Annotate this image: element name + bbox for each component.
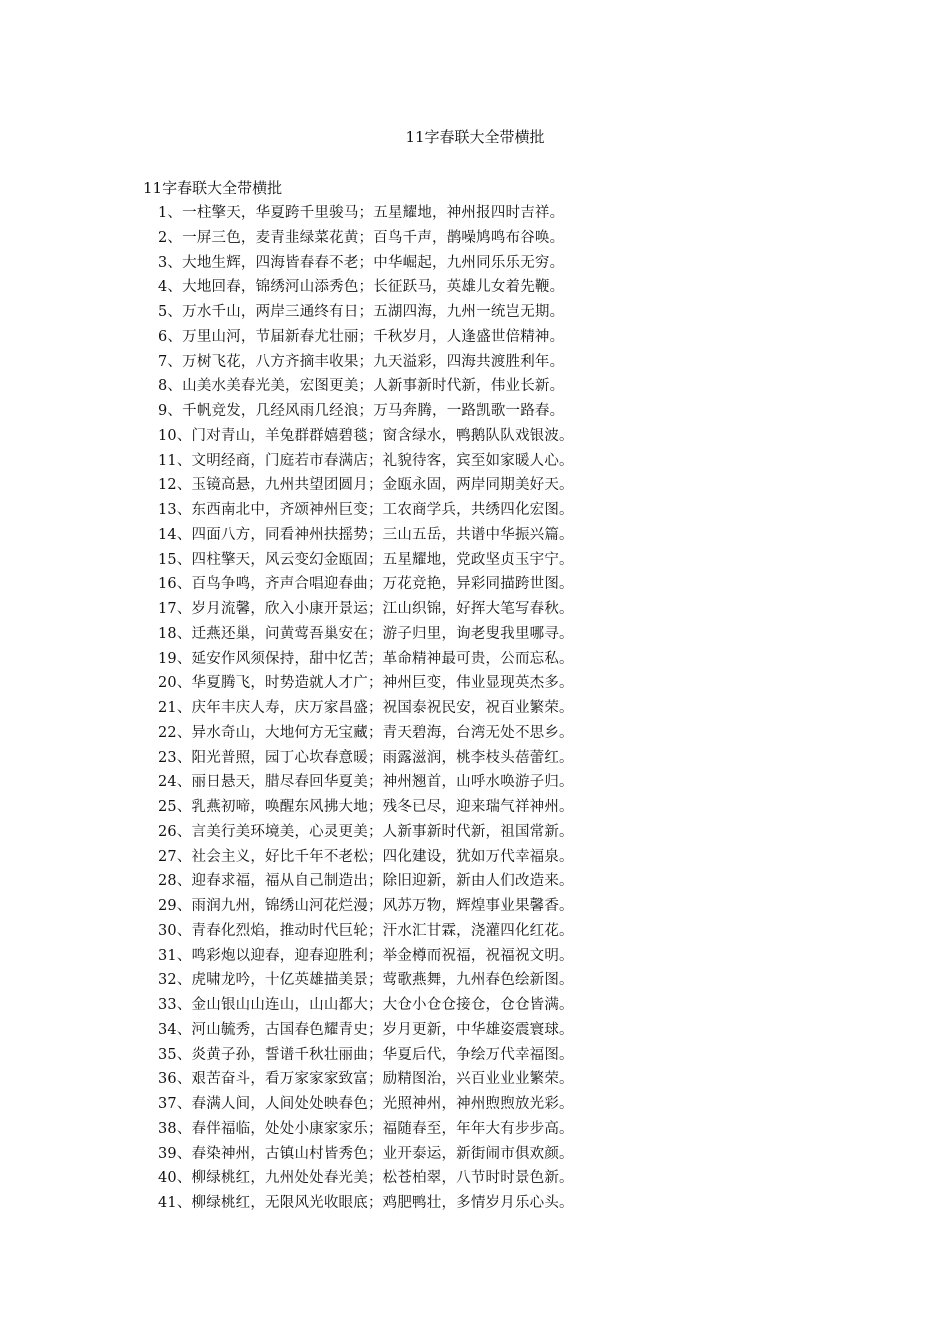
list-item: 35、炎黄子孙，誓谱千秋壮丽曲；华夏后代，争绘万代幸福图。 — [158, 1046, 574, 1063]
list-item: 6、万里山河，节届新春尤壮丽；千秋岁月，人逢盛世倍精神。 — [158, 328, 565, 345]
list-item: 20、华夏腾飞，时势造就人才广；神州巨变，伟业显现英杰多。 — [158, 675, 574, 692]
list-item: 22、异水奇山，大地何方无宝藏；青天碧海，台湾无处不思乡。 — [158, 724, 574, 741]
list-item: 2、一屏三色，麦青韭绿菜花黄；百鸟千声，鹊噪鸠鸣布谷唤。 — [158, 229, 565, 246]
couplet-list — [158, 201, 574, 1216]
page-title — [0, 126, 950, 148]
list-item: 3、大地生辉，四海皆春春不老；中华崛起，九州同乐乐无穷。 — [158, 254, 565, 271]
list-item: 8、山美水美春光美，宏图更美；人新事新时代新，伟业长新。 — [158, 378, 565, 395]
list-item: 11、文明经商，门庭若市春满店；礼貌待客，宾至如家暖人心。 — [158, 452, 574, 469]
list-item: 13、东西南北中，齐颂神州巨变；工农商学兵，共绣四化宏图。 — [158, 502, 574, 518]
list-item: 23、阳光普照，园丁心坎春意暖；雨露滋润，桃李枝头蓓蕾红。 — [158, 749, 574, 766]
section-heading: 11字春联大全带横批 — [143, 179, 283, 197]
list-item: 9、千帆竞发，几经风雨几经浪；万马奔腾，一路凯歌一路春。 — [158, 403, 565, 419]
list-item: 21、庆年丰庆人寿，庆万家昌盛；祝国泰祝民安，祝百业繁荣。 — [158, 700, 574, 716]
list-item: 38、春伴福临，处处小康家家乐；福随春至，年年大有步步高。 — [158, 1120, 574, 1137]
list-item: 4、大地回春，锦绣河山添秀色；长征跃马，英雄儿女着先鞭。 — [158, 279, 565, 296]
list-item: 29、雨润九州，锦绣山河花烂漫；风苏万物，辉煌事业果馨香。 — [158, 898, 574, 914]
list-item: 12、玉镜高悬，九州共望团圆月；金瓯永固，两岸同期美好天。 — [158, 477, 574, 494]
list-item: 5、万水千山，两岸三通终有日；五湖四海，九州一统岂无期。 — [158, 304, 565, 320]
list-item: 10、门对青山，羊兔群群嬉碧毯；窗含绿水，鸭鹅队队戏银波。 — [158, 427, 574, 444]
list-item: 34、河山毓秀，古国春色耀青史；岁月更新，中华雄姿震寰球。 — [158, 1021, 574, 1038]
page-title-text: 11字春联大全带横批 — [405, 128, 545, 146]
list-item: 16、百鸟争鸣，齐声合唱迎春曲；万花竞艳，异彩同描跨世图。 — [158, 576, 574, 593]
list-item: 32、虎啸龙吟，十亿英雄描美景；莺歌燕舞，九州春色绘新图。 — [158, 972, 574, 989]
list-item: 19、延安作风须保持，甜中忆苦；革命精神最可贵，公而忘私。 — [158, 650, 574, 667]
list-item: 18、迁燕还巢，问黄莺吾巢安在；游子归里，询老叟我里哪寻。 — [158, 625, 574, 642]
list-item: 31、鸣彩炮以迎春，迎春迎胜利；举金樽而祝福，祝福祝文明。 — [158, 947, 574, 964]
list-item: 36、艰苦奋斗，看万家家家致富；励精图治，兴百业业业繁荣。 — [158, 1071, 574, 1088]
list-item: 26、言美行美环境美，心灵更美；人新事新时代新，祖国常新。 — [158, 823, 574, 840]
list-item: 25、乳燕初啼，唤醒东风拂大地；残冬已尽，迎来瑞气祥神州。 — [158, 799, 574, 815]
list-item: 40、柳绿桃红，九州处处春光美；松苍柏翠，八节时时景色新。 — [158, 1170, 574, 1187]
list-item: 1、一柱擎天，华夏跨千里骏马；五星耀地，神州报四时吉祥。 — [158, 205, 565, 221]
list-item: 28、迎春求福，福从自己制造出；除旧迎新，新由人们改造来。 — [158, 873, 574, 890]
list-item: 39、春染神州，古镇山村皆秀色；业开泰运，新街闹市俱欢颜。 — [158, 1145, 574, 1162]
list-item: 30、青春化烈焰，推动时代巨轮；汗水汇甘霖，浇灌四化红花。 — [158, 922, 574, 939]
list-item: 7、万树飞花，八方齐摘丰收果；九天溢彩，四海共渡胜利年。 — [158, 353, 565, 370]
list-item: 24、丽日悬天，腊尽春回华夏美；神州翘首，山呼水唤游子归。 — [158, 774, 574, 791]
list-item: 14、四面八方，同看神州扶摇势；三山五岳，共谱中华振兴篇。 — [158, 526, 574, 543]
list-item: 17、岁月流馨，欣入小康开景运；江山织锦，好挥大笔写春秋。 — [158, 601, 574, 617]
list-item: 41、柳绿桃红，无限风光收眼底；鸡肥鸭壮，多情岁月乐心头。 — [158, 1195, 574, 1211]
list-item: 15、四柱擎天，风云变幻金瓯固；五星耀地，党政坚贞玉宇宁。 — [158, 551, 574, 568]
list-item: 27、社会主义，好比千年不老松；四化建设，犹如万代幸福泉。 — [158, 848, 574, 865]
list-item: 37、春满人间，人间处处映春色；光照神州，神州煦煦放光彩。 — [158, 1096, 574, 1112]
list-item: 33、金山银山山连山，山山都大；大仓小仓仓接仓，仓仓皆满。 — [158, 997, 574, 1013]
